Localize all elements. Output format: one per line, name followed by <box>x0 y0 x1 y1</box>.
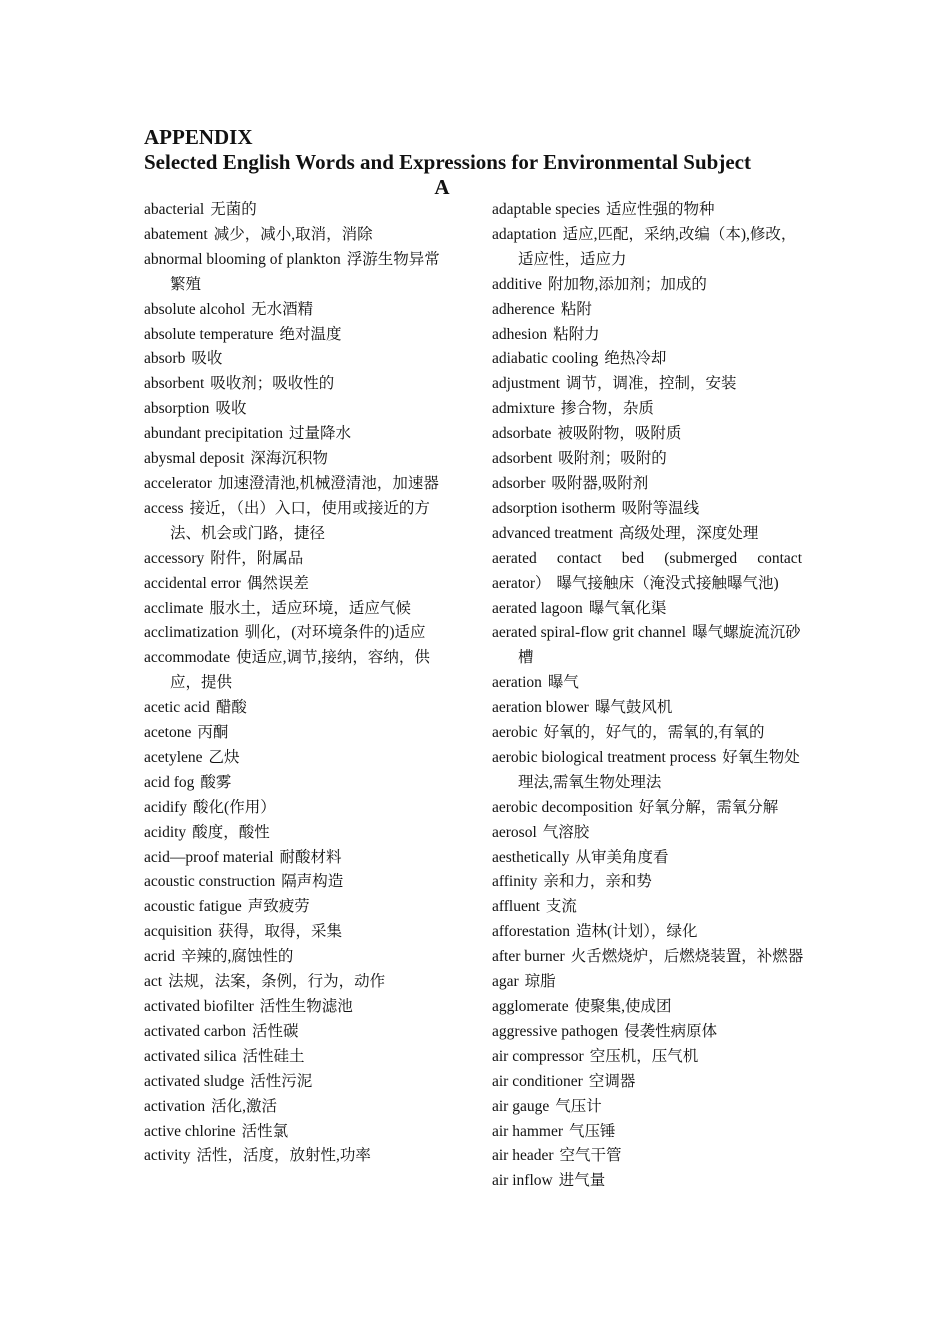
glossary-entry <box>144 198 452 223</box>
glossary-term: aesthetically <box>492 848 570 866</box>
glossary-entry <box>492 372 808 397</box>
glossary-entry <box>144 995 452 1020</box>
glossary-term: abatement <box>144 225 208 243</box>
glossary-entry <box>492 572 808 597</box>
glossary-term: air conditioner <box>492 1072 583 1090</box>
glossary-meaning: 造林(计划），绿化 <box>576 923 698 941</box>
glossary-entry <box>492 671 808 696</box>
glossary-entry <box>144 895 452 920</box>
glossary-term: afforestation <box>492 923 571 941</box>
glossary-right-column <box>492 198 808 1194</box>
glossary-entry <box>144 1095 452 1120</box>
glossary-entry <box>492 796 808 821</box>
glossary-entry <box>492 1144 808 1169</box>
glossary-term: activity <box>144 1147 191 1165</box>
glossary-term: after burner <box>492 948 565 966</box>
glossary-entry <box>144 821 452 846</box>
glossary-term: activated silica <box>144 1047 237 1065</box>
glossary-entry <box>492 223 808 273</box>
glossary-term: adiabatic cooling <box>492 350 599 368</box>
glossary-term: aerosol <box>492 823 537 841</box>
glossary-term: activation <box>144 1097 206 1115</box>
glossary-meaning: 吸附器,吸附剂 <box>551 474 649 492</box>
glossary-entry <box>492 970 808 995</box>
glossary-left-column <box>144 198 452 1169</box>
glossary-entry <box>492 1120 808 1145</box>
glossary-entry <box>144 646 452 696</box>
glossary-entry <box>144 397 452 422</box>
glossary-term: aerobic decomposition <box>492 798 633 816</box>
glossary-term: active chlorine <box>144 1122 236 1140</box>
glossary-entry <box>144 223 452 248</box>
glossary-term: acetylene <box>144 748 203 766</box>
glossary-term: absolute alcohol <box>144 300 246 318</box>
glossary-meaning: 粘附力 <box>553 325 600 343</box>
glossary-entry <box>492 721 808 746</box>
glossary-entry <box>144 1020 452 1045</box>
glossary-entry <box>144 372 452 397</box>
glossary-entry <box>144 796 452 821</box>
glossary-term: aeration <box>492 674 542 692</box>
glossary-entry <box>144 323 452 348</box>
glossary-meaning: 附加物,添加剂；加成的 <box>547 275 707 293</box>
glossary-meaning: 活性碳 <box>251 1022 299 1040</box>
glossary-term: acetone <box>144 724 192 742</box>
glossary-entry <box>492 1070 808 1095</box>
glossary-entry <box>492 696 808 721</box>
glossary-meaning: 绝热冷却 <box>604 350 667 368</box>
glossary-term: adaptation <box>492 225 557 243</box>
glossary-entry <box>492 895 808 920</box>
glossary-meaning: 无菌的 <box>210 201 257 218</box>
glossary-entry <box>492 472 808 497</box>
glossary-meaning: 活化,激活 <box>211 1097 278 1115</box>
glossary-term: acquisition <box>144 923 213 941</box>
glossary-term: additive <box>492 275 542 293</box>
glossary-term: adsorbent <box>492 450 553 468</box>
glossary-entry <box>144 1070 452 1095</box>
glossary-entry <box>492 422 808 447</box>
glossary-entry <box>144 547 452 572</box>
page-title: Selected English Words and Expressions for Environmental Subject <box>144 150 751 174</box>
glossary-term: absorb <box>144 350 186 368</box>
glossary-entry <box>144 472 452 497</box>
glossary-meaning: 活性氯 <box>241 1122 289 1140</box>
glossary-entry <box>492 497 808 522</box>
glossary-entry <box>492 746 808 796</box>
glossary-meaning: 适应性强的物种 <box>606 201 715 218</box>
glossary-meaning: 掺合物，杂质 <box>560 400 654 418</box>
glossary-meaning: 曝气鼓风机 <box>594 699 673 717</box>
glossary-meaning: 亲和力，亲和势 <box>543 873 652 891</box>
glossary-term: abnormal blooming of plankton <box>144 250 341 268</box>
glossary-term: acrid <box>144 948 175 966</box>
glossary-term: aeration blower <box>492 699 589 717</box>
glossary-term: abacterial <box>144 201 205 218</box>
glossary-term: adjustment <box>492 375 561 393</box>
glossary-entry <box>492 397 808 422</box>
glossary-entry <box>492 621 808 671</box>
glossary-meaning: 绝对温度 <box>279 325 342 343</box>
appendix-label: APPENDIX <box>144 125 253 149</box>
glossary-term: aerated lagoon <box>492 599 583 617</box>
glossary-term: affinity <box>492 873 538 891</box>
glossary-term: adsorber <box>492 474 546 492</box>
glossary-term: affluent <box>492 898 540 916</box>
glossary-entry <box>492 1169 808 1194</box>
glossary-entry <box>144 1045 452 1070</box>
glossary-entry <box>144 970 452 995</box>
glossary-meaning: 浮游生物异常繁殖 <box>170 250 440 293</box>
glossary-meaning: 吸收 <box>191 350 223 368</box>
glossary-term: aerobic <box>492 724 538 742</box>
glossary-meaning: 附件，附属品 <box>210 549 304 567</box>
glossary-entry <box>492 1095 808 1120</box>
glossary-term: advanced treatment <box>492 524 613 542</box>
glossary-meaning: 醋酸 <box>215 699 247 717</box>
glossary-term: air inflow <box>492 1172 553 1190</box>
glossary-term: adhesion <box>492 325 548 343</box>
glossary-term: adsorbate <box>492 425 552 443</box>
glossary-entry <box>492 522 808 547</box>
glossary-meaning: 无水酒精 <box>251 300 314 318</box>
glossary-meaning: 粘附 <box>560 300 592 318</box>
glossary-term: air header <box>492 1147 554 1165</box>
glossary-entry <box>144 870 452 895</box>
glossary-entry <box>492 945 808 970</box>
glossary-meaning: 调节，调准，控制，安装 <box>566 375 737 393</box>
glossary-term: acclimatization <box>144 624 239 642</box>
glossary-term: accessory <box>144 549 205 567</box>
glossary-meaning: 高级处理，深度处理 <box>618 524 759 542</box>
glossary-term: air compressor <box>492 1047 584 1065</box>
glossary-entry <box>144 1144 452 1169</box>
glossary-term: absorbent <box>144 375 205 393</box>
glossary-entry <box>144 347 452 372</box>
glossary-meaning: 空调器 <box>588 1072 636 1090</box>
glossary-meaning: 吸收 <box>215 400 247 418</box>
glossary-meaning: 曝气 <box>547 674 579 692</box>
glossary-meaning: 吸附剂；吸附的 <box>558 450 667 468</box>
glossary-term: activated carbon <box>144 1022 246 1040</box>
glossary-meaning: 丙酮 <box>197 724 229 742</box>
section-letter: A <box>434 175 450 199</box>
glossary-term: absolute temperature <box>144 325 274 343</box>
glossary-meaning: 活性生物滤池 <box>259 998 353 1015</box>
glossary-entry <box>144 447 452 472</box>
glossary-meaning: 活性污泥 <box>250 1072 313 1090</box>
glossary-meaning: 隔声构造 <box>281 873 344 891</box>
glossary-entry <box>144 597 452 622</box>
glossary-term: acetic acid <box>144 699 210 717</box>
glossary-term: adaptable species <box>492 201 601 218</box>
glossary-entry <box>492 447 808 472</box>
glossary-term: aerated contact bed (submerged contact <box>492 549 802 567</box>
glossary-term: acid—proof material <box>144 848 274 866</box>
glossary-entry <box>144 846 452 871</box>
glossary-entry <box>492 597 808 622</box>
glossary-term: aggressive pathogen <box>492 1022 619 1040</box>
glossary-term: acoustic construction <box>144 873 276 891</box>
glossary-term: aerated spiral-flow grit channel <box>492 624 687 642</box>
glossary-term: accelerator <box>144 474 212 492</box>
glossary-term: air hammer <box>492 1122 564 1140</box>
glossary-term: act <box>144 973 163 991</box>
glossary-meaning: 使聚集,使成团 <box>574 998 672 1015</box>
glossary-meaning: 好氧生物处理法,需氧生物处理法 <box>518 748 800 791</box>
glossary-meaning: 侵袭性病原体 <box>624 1022 718 1040</box>
glossary-meaning: 适应,匹配，采纳,改编（本),修改，适应性，适应力 <box>518 225 797 268</box>
glossary-term: acidify <box>144 798 188 816</box>
glossary-term: abysmal deposit <box>144 450 245 468</box>
glossary-entry <box>492 298 808 323</box>
glossary-meaning: 从审美角度看 <box>575 848 669 866</box>
glossary-meaning: 吸收剂；吸收性的 <box>210 375 335 393</box>
glossary-entry <box>144 721 452 746</box>
glossary-meaning: 过量降水 <box>289 425 352 443</box>
glossary-term: abundant precipitation <box>144 425 284 443</box>
glossary-term: agglomerate <box>492 998 569 1015</box>
glossary-entry <box>492 198 808 223</box>
glossary-entry <box>492 821 808 846</box>
glossary-entry <box>492 846 808 871</box>
glossary-entry <box>492 347 808 372</box>
glossary-meaning: 酸度，酸性 <box>192 823 270 841</box>
glossary-meaning: 深海沉积物 <box>250 450 328 468</box>
glossary-entry <box>492 547 808 572</box>
glossary-meaning: 被吸附物，吸附质 <box>557 425 682 443</box>
glossary-entry <box>492 870 808 895</box>
glossary-meaning: 曝气螺旋流沉砂槽 <box>518 624 801 667</box>
glossary-term: acclimate <box>144 599 204 617</box>
glossary-meaning: 支流 <box>545 898 577 916</box>
glossary-term: access <box>144 499 184 517</box>
glossary-entry <box>492 995 808 1020</box>
glossary-entry <box>492 920 808 945</box>
glossary-entry <box>144 298 452 323</box>
glossary-entry <box>144 945 452 970</box>
glossary-term: admixture <box>492 400 555 418</box>
glossary-term: acidity <box>144 823 187 841</box>
glossary-entry <box>144 696 452 721</box>
glossary-term: agar <box>492 973 519 991</box>
glossary-entry <box>144 497 452 547</box>
glossary-meaning: 乙炔 <box>208 748 240 766</box>
glossary-meaning: 加速澄清池,机械澄清池，加速器 <box>217 474 439 492</box>
glossary-meaning: 气压锤 <box>569 1122 616 1140</box>
glossary-entry <box>492 1045 808 1070</box>
glossary-term: aerobic biological treatment process <box>492 748 717 766</box>
glossary-meaning: 气压计 <box>555 1097 602 1115</box>
glossary-term: accidental error <box>144 574 241 592</box>
glossary-term: adsorption isotherm <box>492 499 616 517</box>
glossary-term: absorption <box>144 400 210 418</box>
glossary-term: acid fog <box>144 773 195 791</box>
glossary-meaning: 法规，法案，条例，行为，动作 <box>168 973 386 991</box>
glossary-meaning: 曝气氧化渠 <box>588 599 667 617</box>
glossary-meaning: 进气量 <box>558 1172 606 1190</box>
glossary-meaning: 声致疲劳 <box>247 898 310 916</box>
glossary-meaning: 火舌燃烧炉，后燃烧装置，补燃器 <box>570 948 804 966</box>
glossary-term: aerator） <box>492 574 551 592</box>
glossary-entry <box>144 920 452 945</box>
glossary-entry <box>492 323 808 348</box>
glossary-meaning: 好氧分解，需氧分解 <box>638 798 779 816</box>
glossary-meaning: 减少，减小,取消，消除 <box>213 225 373 243</box>
glossary-meaning: 耐酸材料 <box>279 848 342 866</box>
glossary-meaning: 曝气接触床（淹没式接触曝气池) <box>556 574 779 592</box>
glossary-meaning: 空气干管 <box>559 1147 622 1165</box>
glossary-meaning: 气溶胶 <box>542 823 590 841</box>
glossary-term: air gauge <box>492 1097 550 1115</box>
glossary-meaning: 吸附等温线 <box>621 499 700 517</box>
glossary-term: activated sludge <box>144 1072 245 1090</box>
glossary-meaning: 使适应,调节,接纳，容纳，供应，提供 <box>170 649 430 692</box>
glossary-meaning: 辛辣的,腐蚀性的 <box>180 948 294 966</box>
glossary-meaning: 酸雾 <box>200 773 232 791</box>
glossary-meaning: 活性硅土 <box>242 1047 305 1065</box>
glossary-term: accommodate <box>144 649 231 667</box>
glossary-meaning: 获得，取得，采集 <box>218 923 343 941</box>
glossary-entry <box>144 771 452 796</box>
glossary-meaning: 接近，（出）入口，使用或接近的方法、机会或门路，捷径 <box>170 499 430 542</box>
glossary-term: activated biofilter <box>144 998 254 1015</box>
glossary-entry <box>144 746 452 771</box>
glossary-meaning: 活性，活度，放射性,功率 <box>196 1147 371 1165</box>
glossary-entry <box>144 621 452 646</box>
glossary-meaning: 酸化(作用） <box>193 798 276 816</box>
glossary-meaning: 驯化，(对环境条件的)适应 <box>244 624 426 642</box>
glossary-entry <box>144 422 452 447</box>
glossary-term: adherence <box>492 300 555 318</box>
glossary-meaning: 空压机，压气机 <box>589 1047 699 1065</box>
glossary-meaning: 琼脂 <box>524 973 556 991</box>
glossary-term: acoustic fatigue <box>144 898 242 916</box>
glossary-entry <box>144 572 452 597</box>
glossary-entry <box>492 1020 808 1045</box>
glossary-meaning: 偶然误差 <box>246 574 309 592</box>
glossary-entry <box>144 248 452 298</box>
glossary-entry <box>144 1120 452 1145</box>
glossary-meaning: 服水土，适应环境，适应气候 <box>209 599 411 617</box>
glossary-meaning: 好氧的，好气的，需氧的,有氧的 <box>543 724 765 742</box>
glossary-entry <box>492 273 808 298</box>
